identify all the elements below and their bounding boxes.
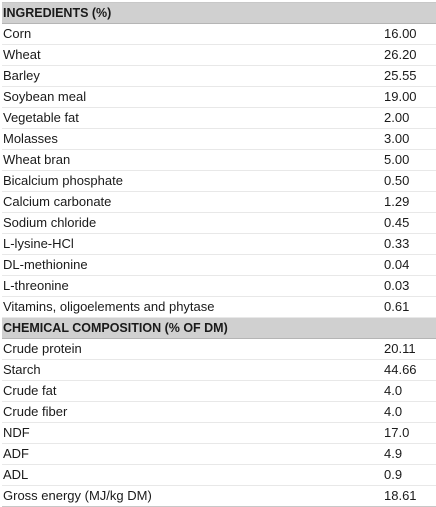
row-value: 5.00 <box>384 150 436 171</box>
row-label: Bicalcium phosphate <box>2 171 384 192</box>
section-header: INGREDIENTS (%) <box>2 3 436 24</box>
table-row <box>2 108 436 129</box>
row-label: DL-methionine <box>2 255 384 276</box>
row-label: Crude protein <box>2 339 384 360</box>
row-value: 3.00 <box>384 129 436 150</box>
table-row <box>2 24 436 45</box>
row-value: 4.0 <box>384 402 436 423</box>
row-value: 26.20 <box>384 45 436 66</box>
row-value: 0.50 <box>384 171 436 192</box>
table-row <box>2 276 436 297</box>
row-label: Vitamins, oligoelements and phytase <box>2 297 384 318</box>
composition-table <box>2 3 436 507</box>
table-row <box>2 66 436 87</box>
row-label: ADF <box>2 444 384 465</box>
row-label: Wheat <box>2 45 384 66</box>
row-label: Crude fat <box>2 381 384 402</box>
table-row <box>2 129 436 150</box>
row-value: 4.9 <box>384 444 436 465</box>
row-value: 25.55 <box>384 66 436 87</box>
table-row <box>2 339 436 360</box>
table-row <box>2 87 436 108</box>
table-row <box>2 360 436 381</box>
row-value: 19.00 <box>384 87 436 108</box>
row-value: 18.61 <box>384 486 436 507</box>
row-label: L-lysine-HCl <box>2 234 384 255</box>
row-value: 1.29 <box>384 192 436 213</box>
table-row <box>2 444 436 465</box>
row-label: NDF <box>2 423 384 444</box>
row-value: 44.66 <box>384 360 436 381</box>
row-value: 0.9 <box>384 465 436 486</box>
row-label: Soybean meal <box>2 87 384 108</box>
table-row <box>2 381 436 402</box>
row-label: Wheat bran <box>2 150 384 171</box>
section-header-row <box>2 318 436 339</box>
row-value: 20.11 <box>384 339 436 360</box>
table-row <box>2 45 436 66</box>
table-row <box>2 171 436 192</box>
table-row <box>2 297 436 318</box>
row-value: 4.0 <box>384 381 436 402</box>
table-body <box>2 3 436 507</box>
row-value: 0.04 <box>384 255 436 276</box>
row-label: ADL <box>2 465 384 486</box>
row-label: Gross energy (MJ/kg DM) <box>2 486 384 507</box>
row-label: L-threonine <box>2 276 384 297</box>
table-row <box>2 423 436 444</box>
section-header: CHEMICAL COMPOSITION (% OF DM) <box>2 318 436 339</box>
row-value: 16.00 <box>384 24 436 45</box>
row-label: Calcium carbonate <box>2 192 384 213</box>
row-label: Barley <box>2 66 384 87</box>
row-label: Sodium chloride <box>2 213 384 234</box>
row-value: 0.45 <box>384 213 436 234</box>
row-value: 0.33 <box>384 234 436 255</box>
row-label: Corn <box>2 24 384 45</box>
row-value: 0.61 <box>384 297 436 318</box>
row-label: Starch <box>2 360 384 381</box>
row-value: 17.0 <box>384 423 436 444</box>
row-value: 0.03 <box>384 276 436 297</box>
row-label: Crude fiber <box>2 402 384 423</box>
row-label: Vegetable fat <box>2 108 384 129</box>
section-header-row <box>2 3 436 24</box>
table-row <box>2 234 436 255</box>
table-row <box>2 402 436 423</box>
row-label: Molasses <box>2 129 384 150</box>
table-row <box>2 192 436 213</box>
row-value: 2.00 <box>384 108 436 129</box>
table-row <box>2 150 436 171</box>
table-row <box>2 255 436 276</box>
table-row <box>2 213 436 234</box>
table-row <box>2 465 436 486</box>
